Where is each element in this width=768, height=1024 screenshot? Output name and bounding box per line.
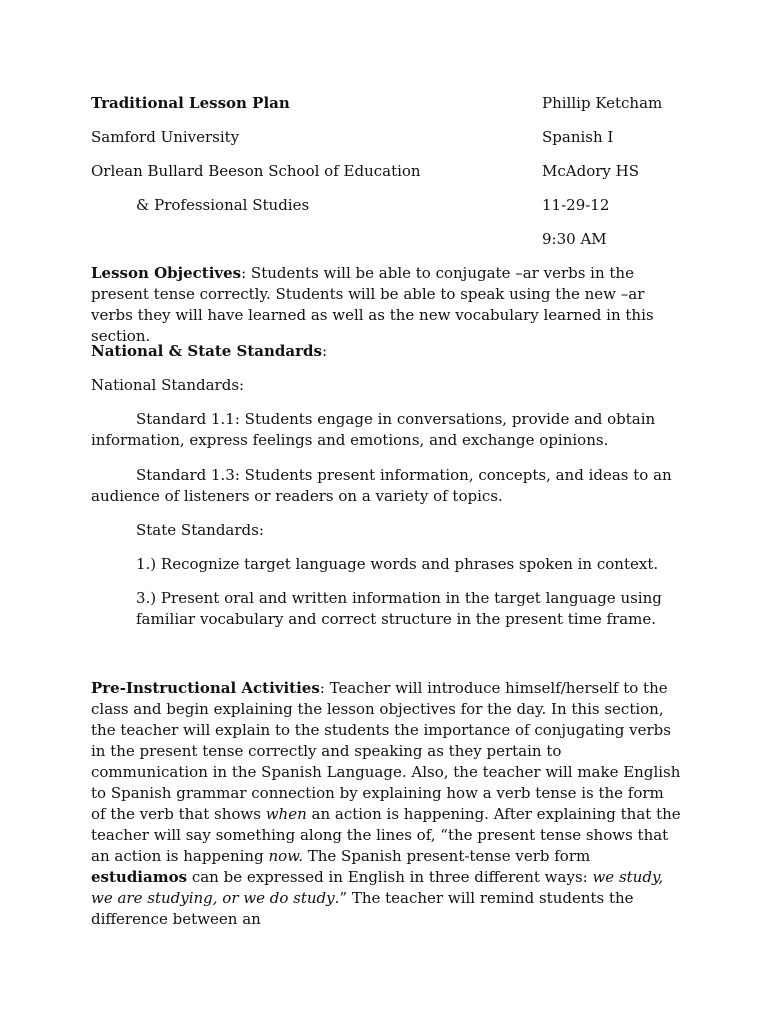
pre-instructional-emphasis-now: now. [268, 847, 303, 865]
national-standard-1-3: Standard 1.3: Students present information, concepts, and ideas to an audience of listeners or readers on a variety of topics. [91, 466, 672, 505]
state-standard-1: 1.) Recognize target language words and phrases spoken in context. [136, 555, 659, 573]
national-standards-label: National Standards: [91, 376, 245, 394]
pre-instructional-emphasis-when: when [265, 805, 307, 823]
standards-heading [91, 341, 681, 362]
lesson-time: 9:30 AM [542, 230, 607, 248]
pre-instructional-text-2: an action is happening. After explaining that the teacher will say something along the lines of, “the present tense shows that an action is happening [91, 805, 681, 865]
lesson-objectives [91, 263, 681, 347]
state-standard-3: 3.) Present oral and written information in the target language using familiar vocabulary and correct structure in the present time frame. [136, 589, 662, 628]
university-name: Samford University [91, 128, 240, 146]
pre-instructional-text-3: The Spanish present-tense verb form [302, 847, 591, 865]
teacher-name: Phillip Ketcham [542, 94, 663, 112]
pre-instructional-activities [91, 678, 681, 930]
pre-instructional-emphasis-translations: we study, we are studying, or we do study [91, 868, 664, 907]
school-name-continued: & Professional Studies [136, 196, 310, 214]
pre-instructional-verb-estudiamos: estudiamos [91, 868, 188, 886]
lesson-date: 11-29-12 [542, 196, 610, 214]
objectives-text: : Students will be able to conjugate –ar verbs in the present tense correctly. Students will be able to speak using the new –ar verbs they will have learned as well as the new vocabulary learned in this section. [91, 264, 654, 345]
national-standard-1-1: Standard 1.1: Students engage in conversations, provide and obtain information, express feelings and emotions, and exchange opinions. [91, 410, 656, 449]
standards-heading-label: National & State Standards [91, 342, 322, 360]
standards-heading-colon: : [321, 342, 328, 360]
objectives-label: Lesson Objectives [91, 264, 242, 282]
lesson-plan-title: Traditional Lesson Plan [91, 94, 290, 112]
pre-instructional-label: Pre-Instructional Activities [91, 679, 320, 697]
school-name: Orlean Bullard Beeson School of Education [91, 162, 421, 180]
pre-instructional-text-5: .” The teacher will remind students the difference between an [91, 889, 634, 928]
pre-instructional-text-1: : Teacher will introduce himself/herself to the class and begin explaining the lesson objectives for the day. In this section, the teacher will explain to the students the importance of conjugating verbs in the present tense correctly and speaking as they pertain to communication in the Spanish Language. Also, the teacher will make English to Spanish grammar connection by explaining how a verb tense is the form of the verb that shows [91, 679, 681, 823]
course-name: Spanish I [542, 128, 614, 146]
state-standards-label: State Standards: [136, 521, 264, 539]
high-school-name: McAdory HS [542, 162, 639, 180]
pre-instructional-text-4: can be expressed in English in three different ways: [187, 868, 593, 886]
